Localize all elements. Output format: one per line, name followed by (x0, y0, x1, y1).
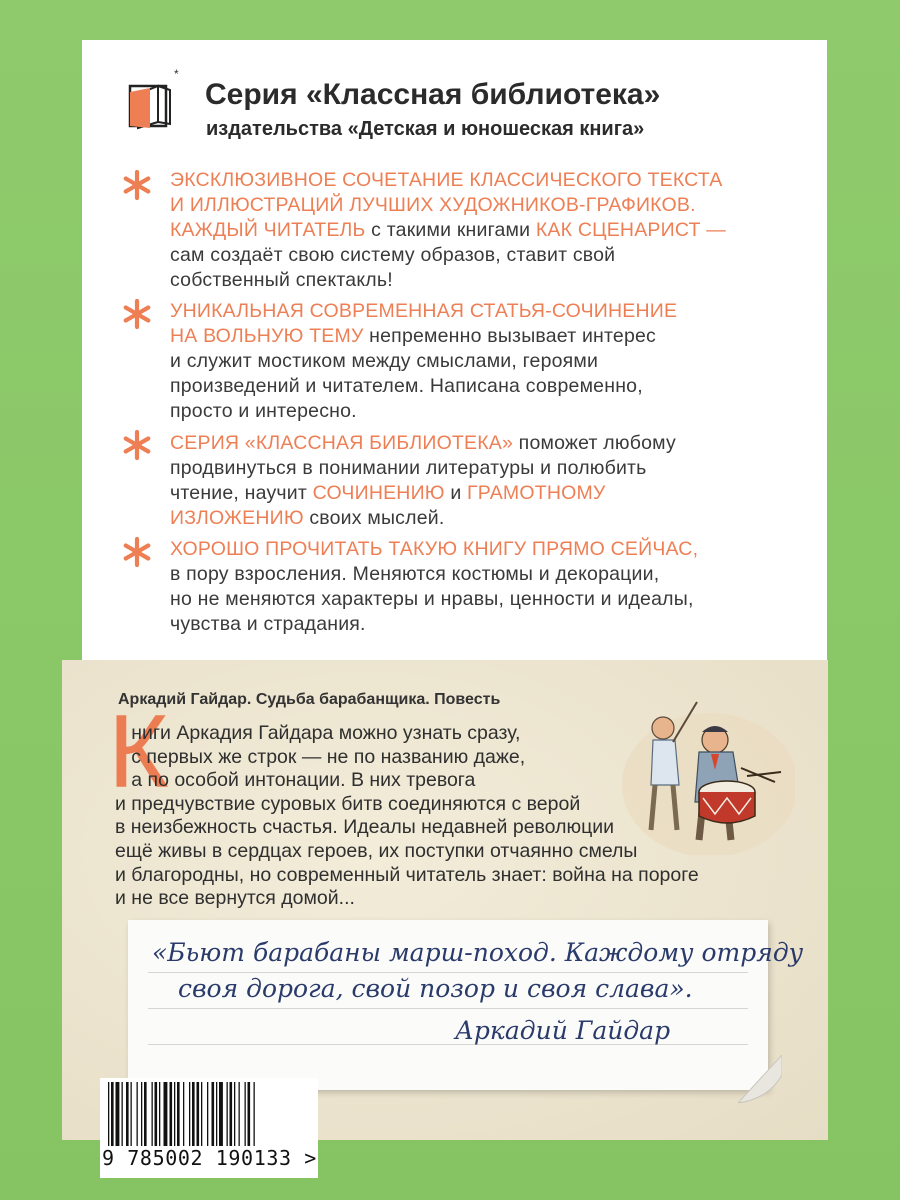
book-title: Аркадий Гайдар. Судьба барабанщика. Повесть (118, 691, 501, 708)
drop-cap: К (108, 694, 169, 810)
barcode-bar (141, 1082, 142, 1146)
highlight-text: СОЧИНЕНИЮ (312, 482, 445, 504)
body-text: и служит мостиком между смыслами, героями (170, 350, 599, 372)
body-text: сам создаёт свою систему образов, ставит свой (170, 244, 616, 266)
paragraph-line (170, 537, 810, 562)
paragraph-line (170, 587, 810, 612)
highlight-text: ИЗЛОЖЕНИЮ (170, 507, 304, 529)
highlight-text: НА ВОЛЬНУЮ ТЕМУ (170, 325, 364, 347)
bullet-paragraph-2 (170, 299, 810, 424)
barcode-bar (197, 1082, 200, 1146)
quote-line-1: «Бьют барабаны марш-поход. Каждому отряду (152, 938, 804, 967)
paragraph-line (170, 399, 810, 424)
highlight-text: КАЖДЫЙ ЧИТАТЕЛЬ (170, 219, 366, 241)
paragraph-line (170, 456, 810, 481)
barcode-bar (122, 1082, 123, 1146)
body-text: произведений и читателем. Написана современно, (170, 375, 643, 397)
svg-text:*: * (174, 68, 179, 81)
barcode-bar (189, 1082, 190, 1146)
barcode-bar (234, 1082, 235, 1146)
barcode-bar (239, 1082, 240, 1146)
bullet-paragraph-1 (170, 168, 810, 293)
boy-drummer-illustration (615, 690, 795, 855)
barcode-bar (212, 1082, 215, 1146)
highlight-text: КАК СЦЕНАРИСТ — (535, 219, 726, 241)
barcode-bar (219, 1082, 223, 1146)
barcode-bar (170, 1082, 173, 1146)
book-description (115, 722, 699, 911)
barcode-bar (126, 1082, 129, 1146)
barcode-bar (230, 1082, 233, 1146)
paragraph-line (170, 481, 810, 506)
paragraph-line (170, 243, 810, 268)
body-text: своих мыслей. (303, 507, 445, 529)
highlight-text: И ИЛЛЮСТРАЦИЙ ЛУЧШИХ ХУДОЖНИКОВ-ГРАФИКОВ. (170, 194, 696, 216)
description-line: и благородны, но современный читатель знает: война на пороге (115, 863, 699, 886)
paragraph-line (170, 168, 810, 193)
bullet-paragraph-3 (170, 431, 810, 531)
barcode-bar (248, 1082, 251, 1146)
body-text: с такими книгами (365, 219, 536, 241)
paragraph-line (170, 193, 810, 218)
paragraph-line (170, 562, 810, 587)
barcode-bar (137, 1082, 138, 1146)
paragraph-line (170, 299, 810, 324)
description-line: с первых же строк — не по названию даже, (115, 745, 526, 768)
description-line: в неизбежность счастья. Идеалы недавней революции (115, 816, 615, 839)
isbn-number: 9 785002 190133 > (102, 1146, 317, 1170)
barcode-bar (152, 1082, 153, 1146)
body-text: чувства и страдания. (170, 613, 366, 635)
body-text: но не меняются характеры и нравы, ценности и идеалы, (170, 588, 694, 610)
barcode-bar (201, 1082, 202, 1146)
barcode-bar (108, 1082, 109, 1146)
paragraph-line (170, 268, 810, 293)
paragraph-line (170, 374, 810, 399)
paragraph-line (170, 349, 810, 374)
body-text: собственный спектакль! (170, 269, 393, 291)
barcode-bar (111, 1082, 114, 1146)
asterisk-icon (120, 168, 160, 208)
series-title: Серия «Классная библиотека» (205, 78, 661, 111)
paragraph-line (170, 612, 810, 637)
body-text: продвинуться в понимании литературы и полюбить (170, 457, 647, 479)
paragraph-line (170, 218, 810, 243)
asterisk-icon (120, 535, 160, 575)
barcode-bar (155, 1082, 158, 1146)
paragraph-line (170, 324, 810, 349)
highlight-text: СЕРИЯ «КЛАССНАЯ БИБЛИОТЕКА» (170, 432, 514, 454)
barcode-bar (174, 1082, 175, 1146)
barcode-bar (144, 1082, 147, 1146)
quote-line-2: своя дорога, свой позор и своя слава». (178, 974, 693, 1003)
barcode-bar (164, 1082, 168, 1146)
barcode-bar (192, 1082, 195, 1146)
barcode-bar (183, 1082, 184, 1146)
description-line: ещё живы в сердцах героев, их поступки отчаянно смелы (115, 839, 638, 862)
highlight-text: ЭКСКЛЮЗИВНОЕ СОЧЕТАНИЕ КЛАССИЧЕСКОГО ТЕКСТА (170, 169, 723, 191)
series-subtitle: издательства «Детская и юношеская книга» (206, 118, 645, 140)
description-line: и предчувствие суровых битв соединяются с верой (115, 792, 581, 815)
barcode-bar (245, 1082, 246, 1146)
barcode-bar (116, 1082, 120, 1146)
isbn-barcode (100, 1078, 318, 1178)
body-text: непременно вызывает интерес (363, 325, 657, 347)
barcode-bar (207, 1082, 208, 1146)
asterisk-icon (120, 297, 160, 337)
barcode-bar (254, 1082, 255, 1146)
description-line: ниги Аркадия Гайдара можно узнать сразу, (115, 722, 521, 744)
highlight-text: ГРАМОТНОМУ (467, 482, 606, 504)
body-text: поможет любому (513, 432, 676, 454)
series-logo-icon (124, 68, 186, 130)
quote-author: Аркадий Гайдар (455, 1016, 671, 1045)
bullet-paragraph-4 (170, 537, 810, 637)
highlight-text: ХОРОШО ПРОЧИТАТЬ ТАКУЮ КНИГУ ПРЯМО СЕЙЧАС, (170, 538, 699, 560)
paragraph-line (170, 431, 810, 456)
barcode-bar (216, 1082, 217, 1146)
barcode-bar (177, 1082, 180, 1146)
paragraph-line (170, 506, 810, 531)
barcode-bar (131, 1082, 132, 1146)
description-line: и не все вернутся домой... (115, 887, 355, 910)
barcode-bar (227, 1082, 228, 1146)
highlight-text: УНИКАЛЬНАЯ СОВРЕМЕННАЯ СТАТЬЯ-СОЧИНЕНИЕ (170, 300, 678, 322)
barcode-bar (159, 1082, 160, 1146)
body-text: чтение, научит (170, 482, 313, 504)
note-corner-fold (738, 1055, 782, 1103)
body-text: просто и интересно. (170, 400, 357, 422)
body-text: в пору взросления. Меняются костюмы и декорации, (170, 563, 660, 585)
description-line: а по особой интонации. В них тревога (115, 769, 476, 792)
body-text: и (444, 482, 468, 504)
asterisk-icon (120, 428, 160, 468)
